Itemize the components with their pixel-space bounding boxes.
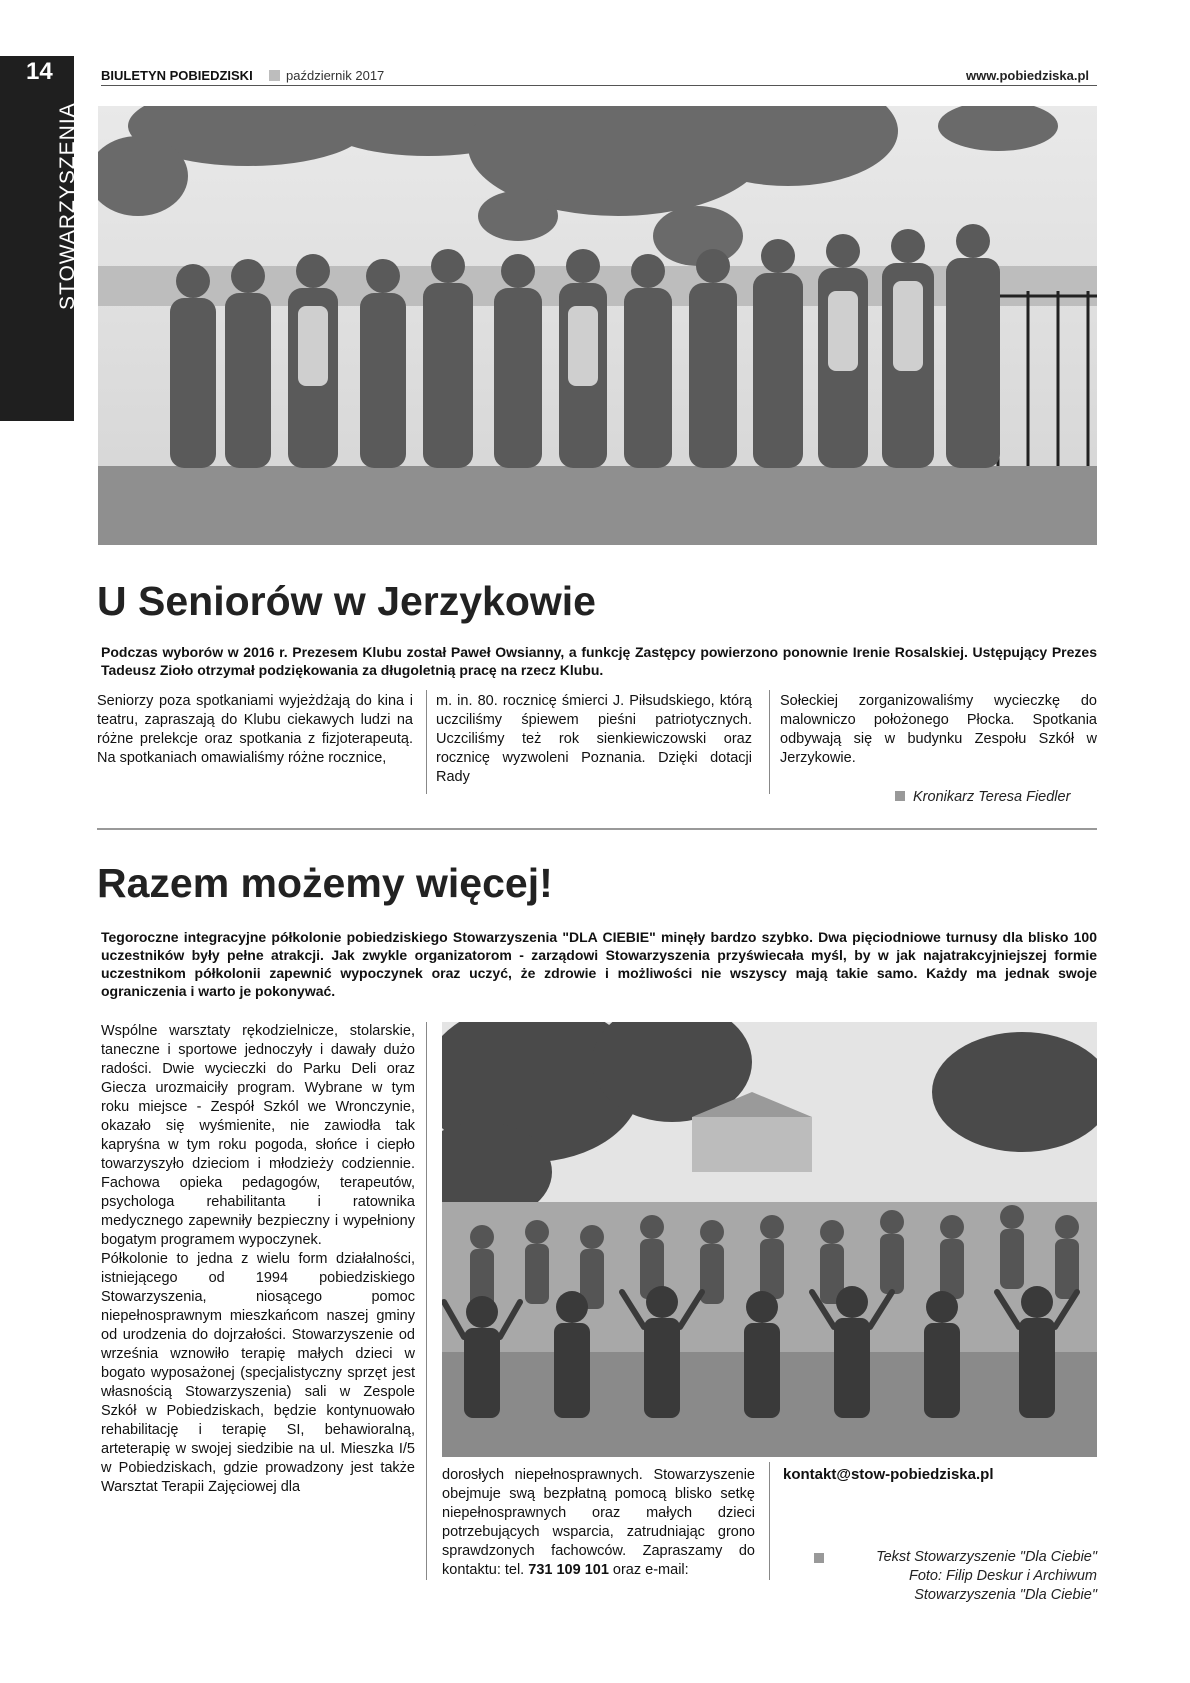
website-url[interactable]: www.pobiedziska.pl	[966, 68, 1090, 83]
credit-photo-line: Foto: Filip Deskur i Archiwum	[908, 1568, 1097, 1584]
article2-contact-tail: oraz e-mail:	[608, 1562, 689, 1578]
header-rule	[101, 85, 1097, 86]
phone-number[interactable]: 731 109 101	[528, 1562, 609, 1578]
column-divider	[769, 690, 770, 794]
article1-column-2: m. in. 80. rocznicę śmierci J. Piłsudskiego, którą uczciliśmy śpiewem pieśni patriotycznych. Uczciliśmy też rok sienkiewiczowski oraz rocznicę wyzwoleni Poznania. Dzięki dotacji Rady	[436, 693, 752, 785]
article2-paragraph-2: Półkolonie to jedna z wielu form działalności, istniejącego od 1994 pobiedziskiego Stowarzyszenia, niosącego pomoc niepełnosprawnym mieszkańcom naszej gminy od urodzenia do dojrzałości. Stowarzyszenie od września wznowiło terapię małych dzieci w bogato wyposażonej (specjalistyczny sprzęt jest własnością Stowarzyszenia) sali w Zespole Szkół w Pobiedziskach, będzie kontynuowało rehabilitację i terapię SI, behawioralną, arteterapię w swojej siedzibie na ul. Mieszka I/5 w Pobiedziskach, gdzie prowadzony jest także Warsztat Terapii Zajęciowej dla	[101, 1251, 415, 1495]
issue-date: październik 2017	[286, 68, 385, 83]
article1-credit	[895, 789, 1070, 805]
article2-column-1	[101, 1022, 415, 1497]
article1-column-1: Seniorzy poza spotkaniami wyjeżdżają do kina i teatru, zapraszają do Klubu ciekawych ludzi na różne prelekcje oraz spotkania z fizjoterapeutą. Na spotkaniach omawialiśmy różne rocznice,	[97, 693, 413, 766]
publication-title: BIULETYN POBIEDZISKI	[101, 68, 253, 83]
article2-paragraph-1: Wspólne warsztaty rękodzielnicze, stolarskie, taneczne i sportowe jednoczyły i dawały dużo radości. Dwie wycieczki do Parku Deli oraz Giecza urozmaiciły program. Wybrane w tym roku miejsce - Zespół Szkól we Wronczynie, okazało się wyśmienite, nie zawiodła tak kapryśna w tym roku pogoda, słońce i ciepło towarzyszyło dzieciom i młodzieży codziennie. Fachowa opieka pedagogów, terapeutów, psychologa rehabilitanta i ratownika medycznego zapewniły bezpieczny i wypełniony bogatym programem wypoczynek.	[101, 1023, 415, 1248]
article2-lead: Tegoroczne integracyjne półkolonie pobiedziskiego Stowarzyszenia "DLA CIEBIE" minęły bardzo szybko. Dwa pięciodniowe turnusy dla blisko 100 uczestników były pełne atrakcji. Jak zwykle organizatorom - zarządowi Stowarzyszenia przyświecała myśl, by w jak najatrakcyjniejszej formie uczestnikom półkolonii zapewnić wypoczynek oraz uczyć, że zdrowie i możliwości nie wszyscy mają takie samo. Każdy ma jednak swoje ograniczenia i warto je pokonywać.	[101, 929, 1097, 999]
article2-column-2	[442, 1466, 755, 1580]
article1-lead: Podczas wyborów w 2016 r. Prezesem Klubu został Paweł Owsianny, a funkcję Zastępcy powierzono ponownie Irenie Rosalskiej. Ustępujący Prezes Tadeusz Zioło otrzymał podziękowania za długoletnią pracę na rzecz Klubu.	[101, 644, 1097, 678]
header-separator-square	[269, 70, 280, 81]
column-divider	[426, 1022, 427, 1580]
seniors-group-photo	[98, 106, 1097, 545]
article1-author: Kronikarz Teresa Fiedler	[913, 789, 1071, 805]
credit-square-icon	[895, 791, 905, 801]
credit-archive-line: Stowarzyszenia "Dla Ciebie"	[914, 1587, 1097, 1603]
credit-square-icon	[814, 1553, 824, 1563]
credit-text-line: Tekst Stowarzyszenie "Dla Ciebie"	[876, 1549, 1097, 1565]
section-label: STOWARZYSZENIA	[56, 102, 79, 310]
article2-contact-text: dorosłych niepełnosprawnych. Stowarzyszenie obejmuje swą bezpłatną pomocą blisko setkę niepełnosprawnych oraz małych dzieci potrzebujących wsparcia, zatrudniając grono sprawdzonych fachowców. Zapraszamy do kontaktu: tel.	[442, 1467, 755, 1578]
column-divider	[426, 690, 427, 794]
article2-credit	[800, 1548, 1097, 1605]
contact-email[interactable]: kontakt@stow-pobiedziska.pl	[783, 1466, 994, 1483]
article2-title: Razem możemy więcej!	[97, 860, 553, 906]
column-divider	[769, 1462, 770, 1580]
page-number: 14	[26, 58, 53, 85]
article1-column-3: Sołeckiej zorganizowaliśmy wycieczkę do malowniczo położonego Płocka. Spotkania odbywają się w budynku Zespołu Szkół w Jerzykowie.	[780, 693, 1097, 766]
article1-title: U Seniorów w Jerzykowie	[97, 578, 596, 624]
children-dancing-photo	[442, 1022, 1097, 1457]
article-separator	[97, 828, 1097, 830]
